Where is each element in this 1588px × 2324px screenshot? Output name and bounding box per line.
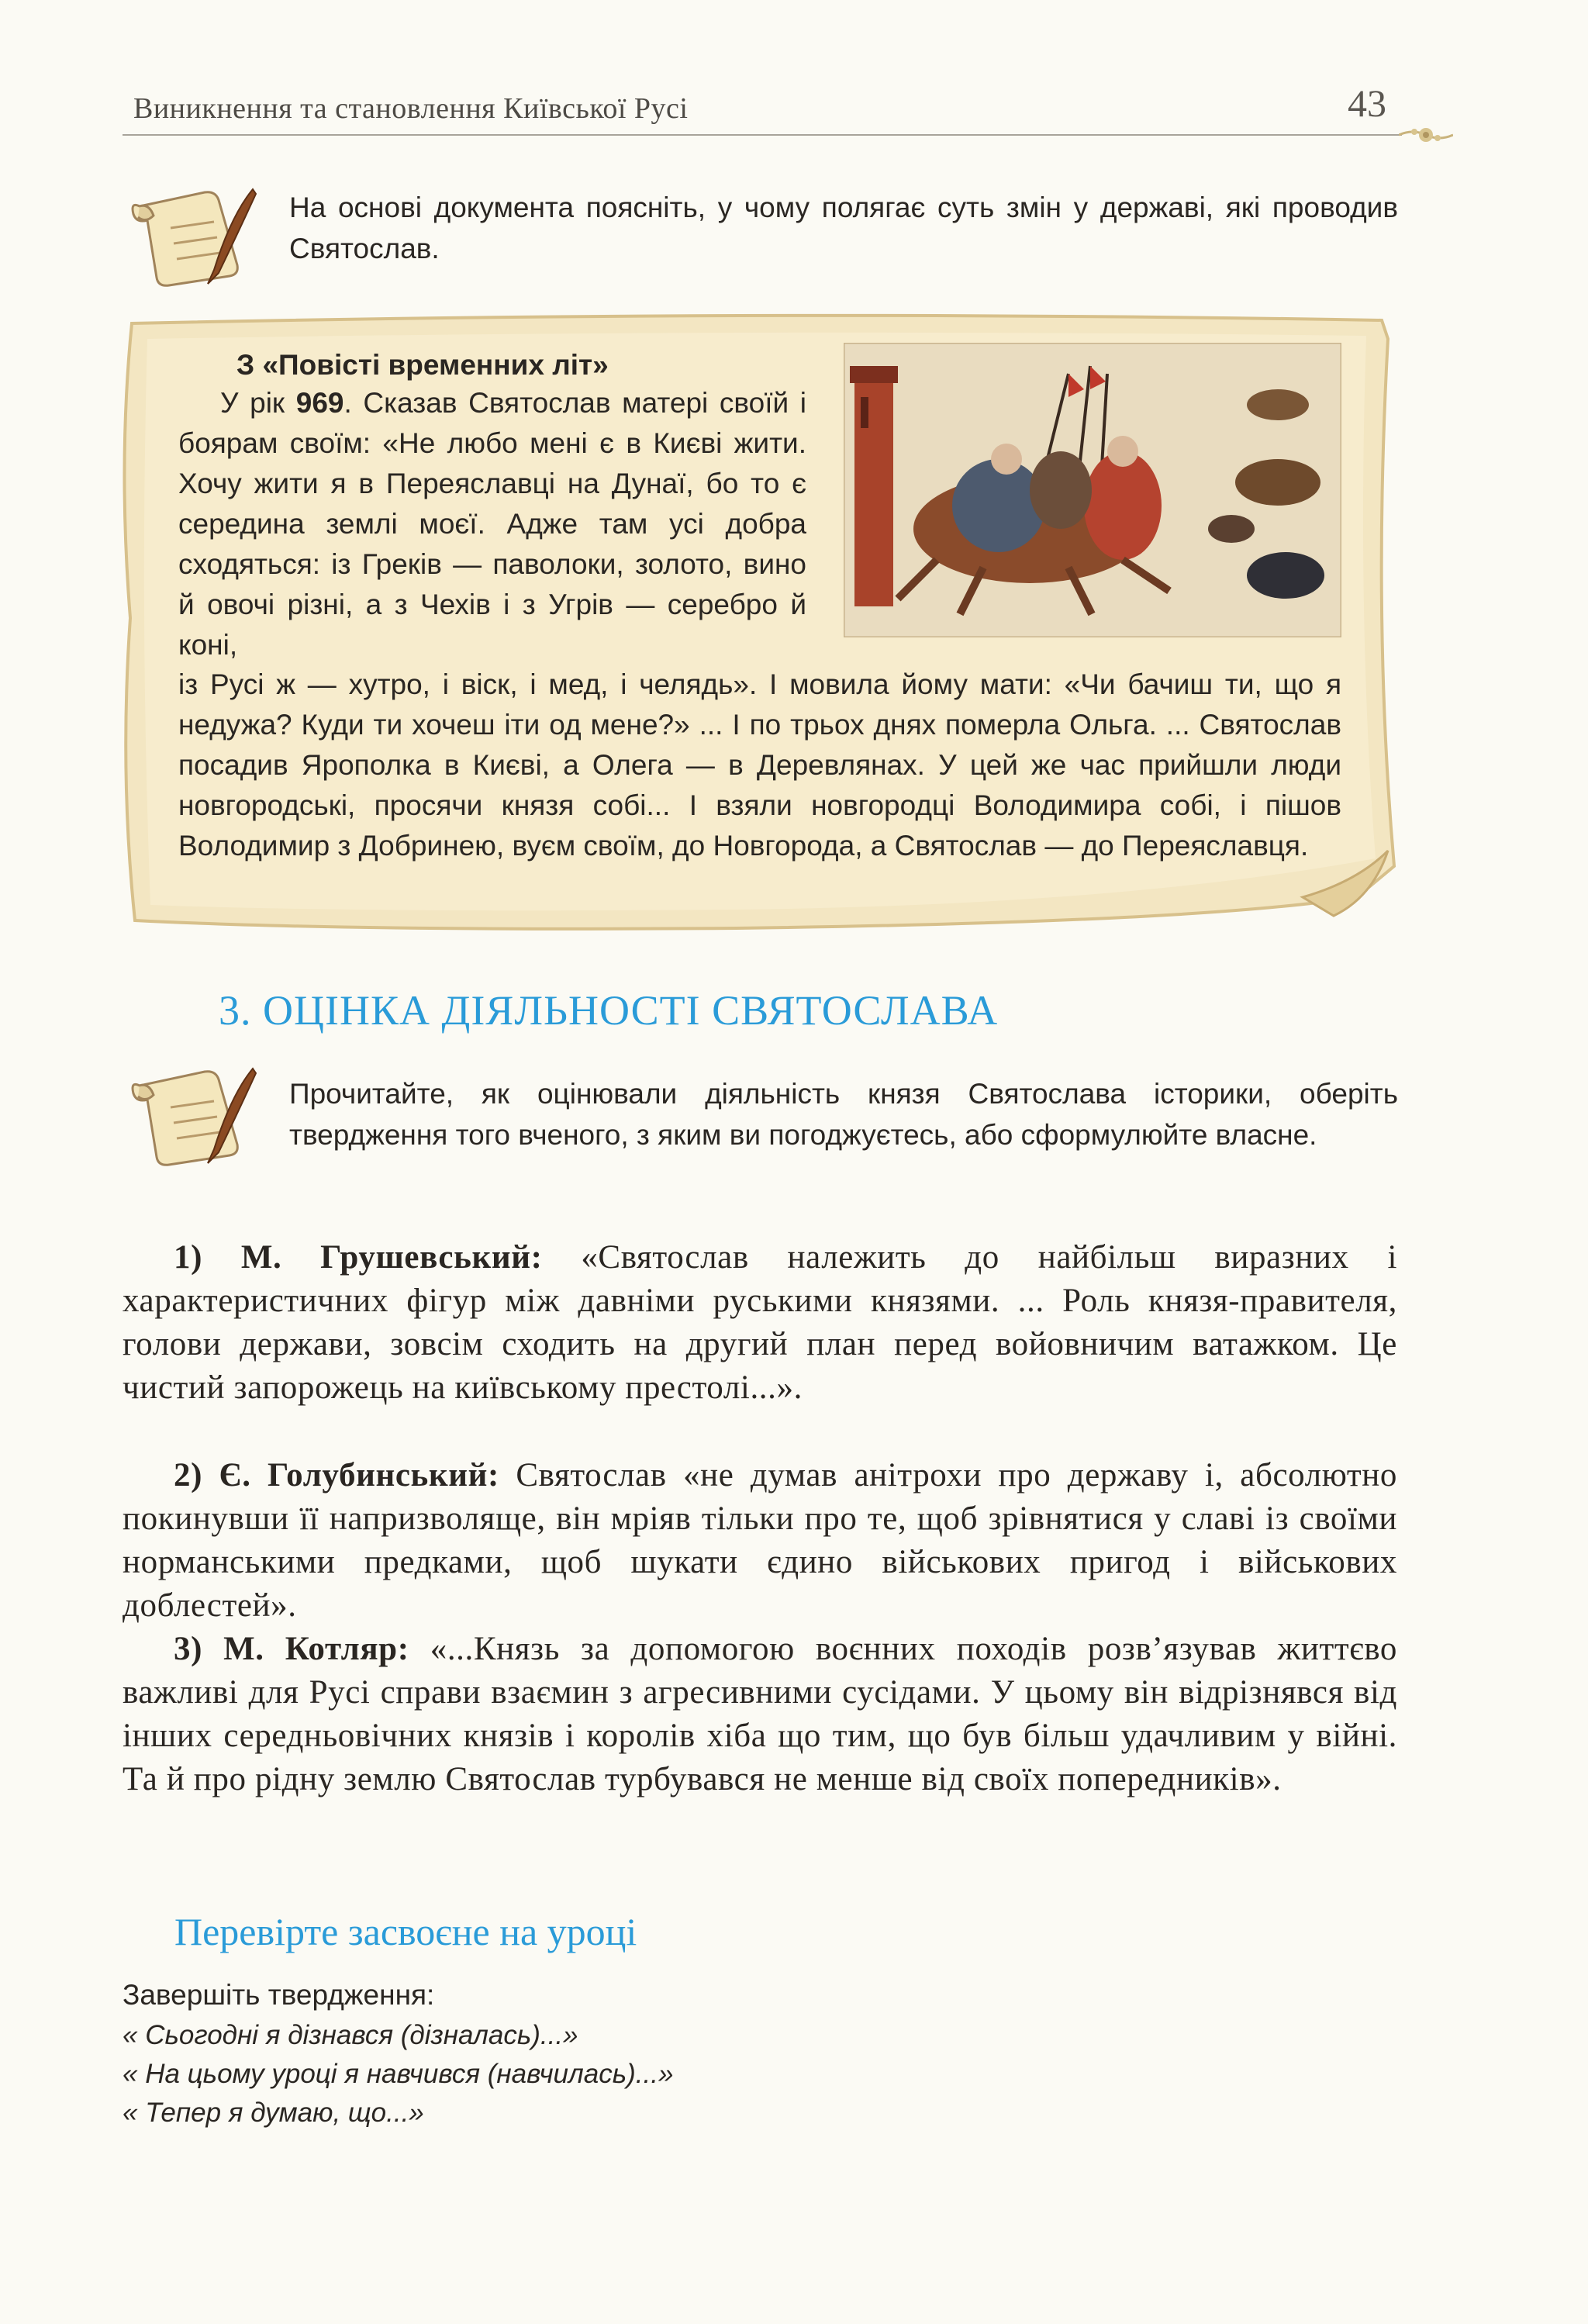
section-heading: 3. ОЦІНКА ДІЯЛЬНОСТІ СВЯТОСЛАВА [219, 987, 999, 1034]
quote-text: «...Князь за допомогою воєнних походів розв’язував життєво важливі для Русі справи взаємин з агресивними сусідами. У цьому він відрізнявся від інших середньовічних князів і королів хіба що тим, що був більш удачливим у війні. Та й про рідну землю Святослав турбувався не менше від своїх попередників». [123, 1631, 1397, 1797]
quote-hrushevsky [123, 1236, 1397, 1410]
check-heading: Перевірте засвоєне на уроці [174, 1910, 637, 1953]
task-instruction-2: Прочитайте, як оцінювали діяльність князя Святослава історики, оберіть твердження того вченого, з яким ви погоджуєтесь, або сформулюйте власне. [289, 1078, 1398, 1151]
miniature-riders-icon [844, 343, 1341, 637]
quote-text: «Святослав належить до найбільш виразних і характеристичних фігур між давніми руськими князями. ... Роль князя-правителя, голови держави, зовсім сходить на другий план перед войовничим ватажком. Це чистий запорожець на київському престолі...». [123, 1239, 1398, 1406]
task-instruction: На основі документа поясніть, у чому полягає суть змін у державі, які проводив Святослав. [289, 192, 1398, 264]
excerpt-text-part1 [178, 383, 806, 665]
quote-author: 1) М. Грушевський: [174, 1239, 543, 1276]
header-rule [123, 134, 1402, 136]
scroll-quill-icon [123, 185, 258, 293]
page-number: 43 [1348, 81, 1386, 125]
quote-author: 3) М. Котляр: [174, 1631, 409, 1667]
year-prefix: У рік [220, 387, 296, 419]
finish-item: « Тепер я думаю, що...» [123, 2098, 424, 2128]
ornament-icon [1399, 118, 1453, 152]
quote-kotliar [123, 1628, 1397, 1801]
finish-item: « На цьому уроці я навчився (навчилась)...» [123, 2059, 674, 2089]
quote-text: Святослав «не думав анітрохи про державу і, абсолютно покинувши її напризволяще, він мріяв тільки про те, щоб зрівнятися у славі із своїми норманськими предками, щоб шукати єдино військових пригод і військових доблестей». [123, 1457, 1397, 1624]
running-title: Виникнення та становлення Київської Русі [133, 92, 689, 125]
finish-item: « Сьогодні я дізнався (дізналась)...» [123, 2020, 578, 2050]
quote-holubynsky [123, 1454, 1397, 1628]
finish-label: Завершіть твердження: [123, 1979, 435, 2011]
year: 969 [295, 387, 344, 419]
excerpt-title: З «Повісті временних літ» [236, 349, 609, 381]
excerpt-left-text: . Сказав Святослав матері своїй і боярам своїм: «Не любо мені є в Києві жити. Хочу жити я в Переяславці на Дунаї, бо то є середина землі моєї. Адже там усі добра сходяться: із Греків — паволоки, золото, вино й овочі різні, а з Чехів і з Угрів — серебро й коні, [178, 387, 806, 661]
scroll-quill-icon [123, 1064, 258, 1172]
excerpt-text-part2: із Русі ж — хутро, і віск, і мед, і челядь». І мовила йому мати: «Чи бачиш ти, що я недужа? Куди ти хочеш іти од мене?» ... І по трьох днях померла Ольга. ... Святослав посадив Ярополка в Києві, а Олега — в Деревлянах. У цей же час прийшли люди новгородські, просячи князя собі... І взяли новгородці Володимира собі, і пішов Володимир з Добринею, вуєм своїм, до Новгорода, а Святослав — до Переяславця. [178, 668, 1341, 862]
quote-author: 2) Є. Голубинський: [174, 1457, 499, 1494]
